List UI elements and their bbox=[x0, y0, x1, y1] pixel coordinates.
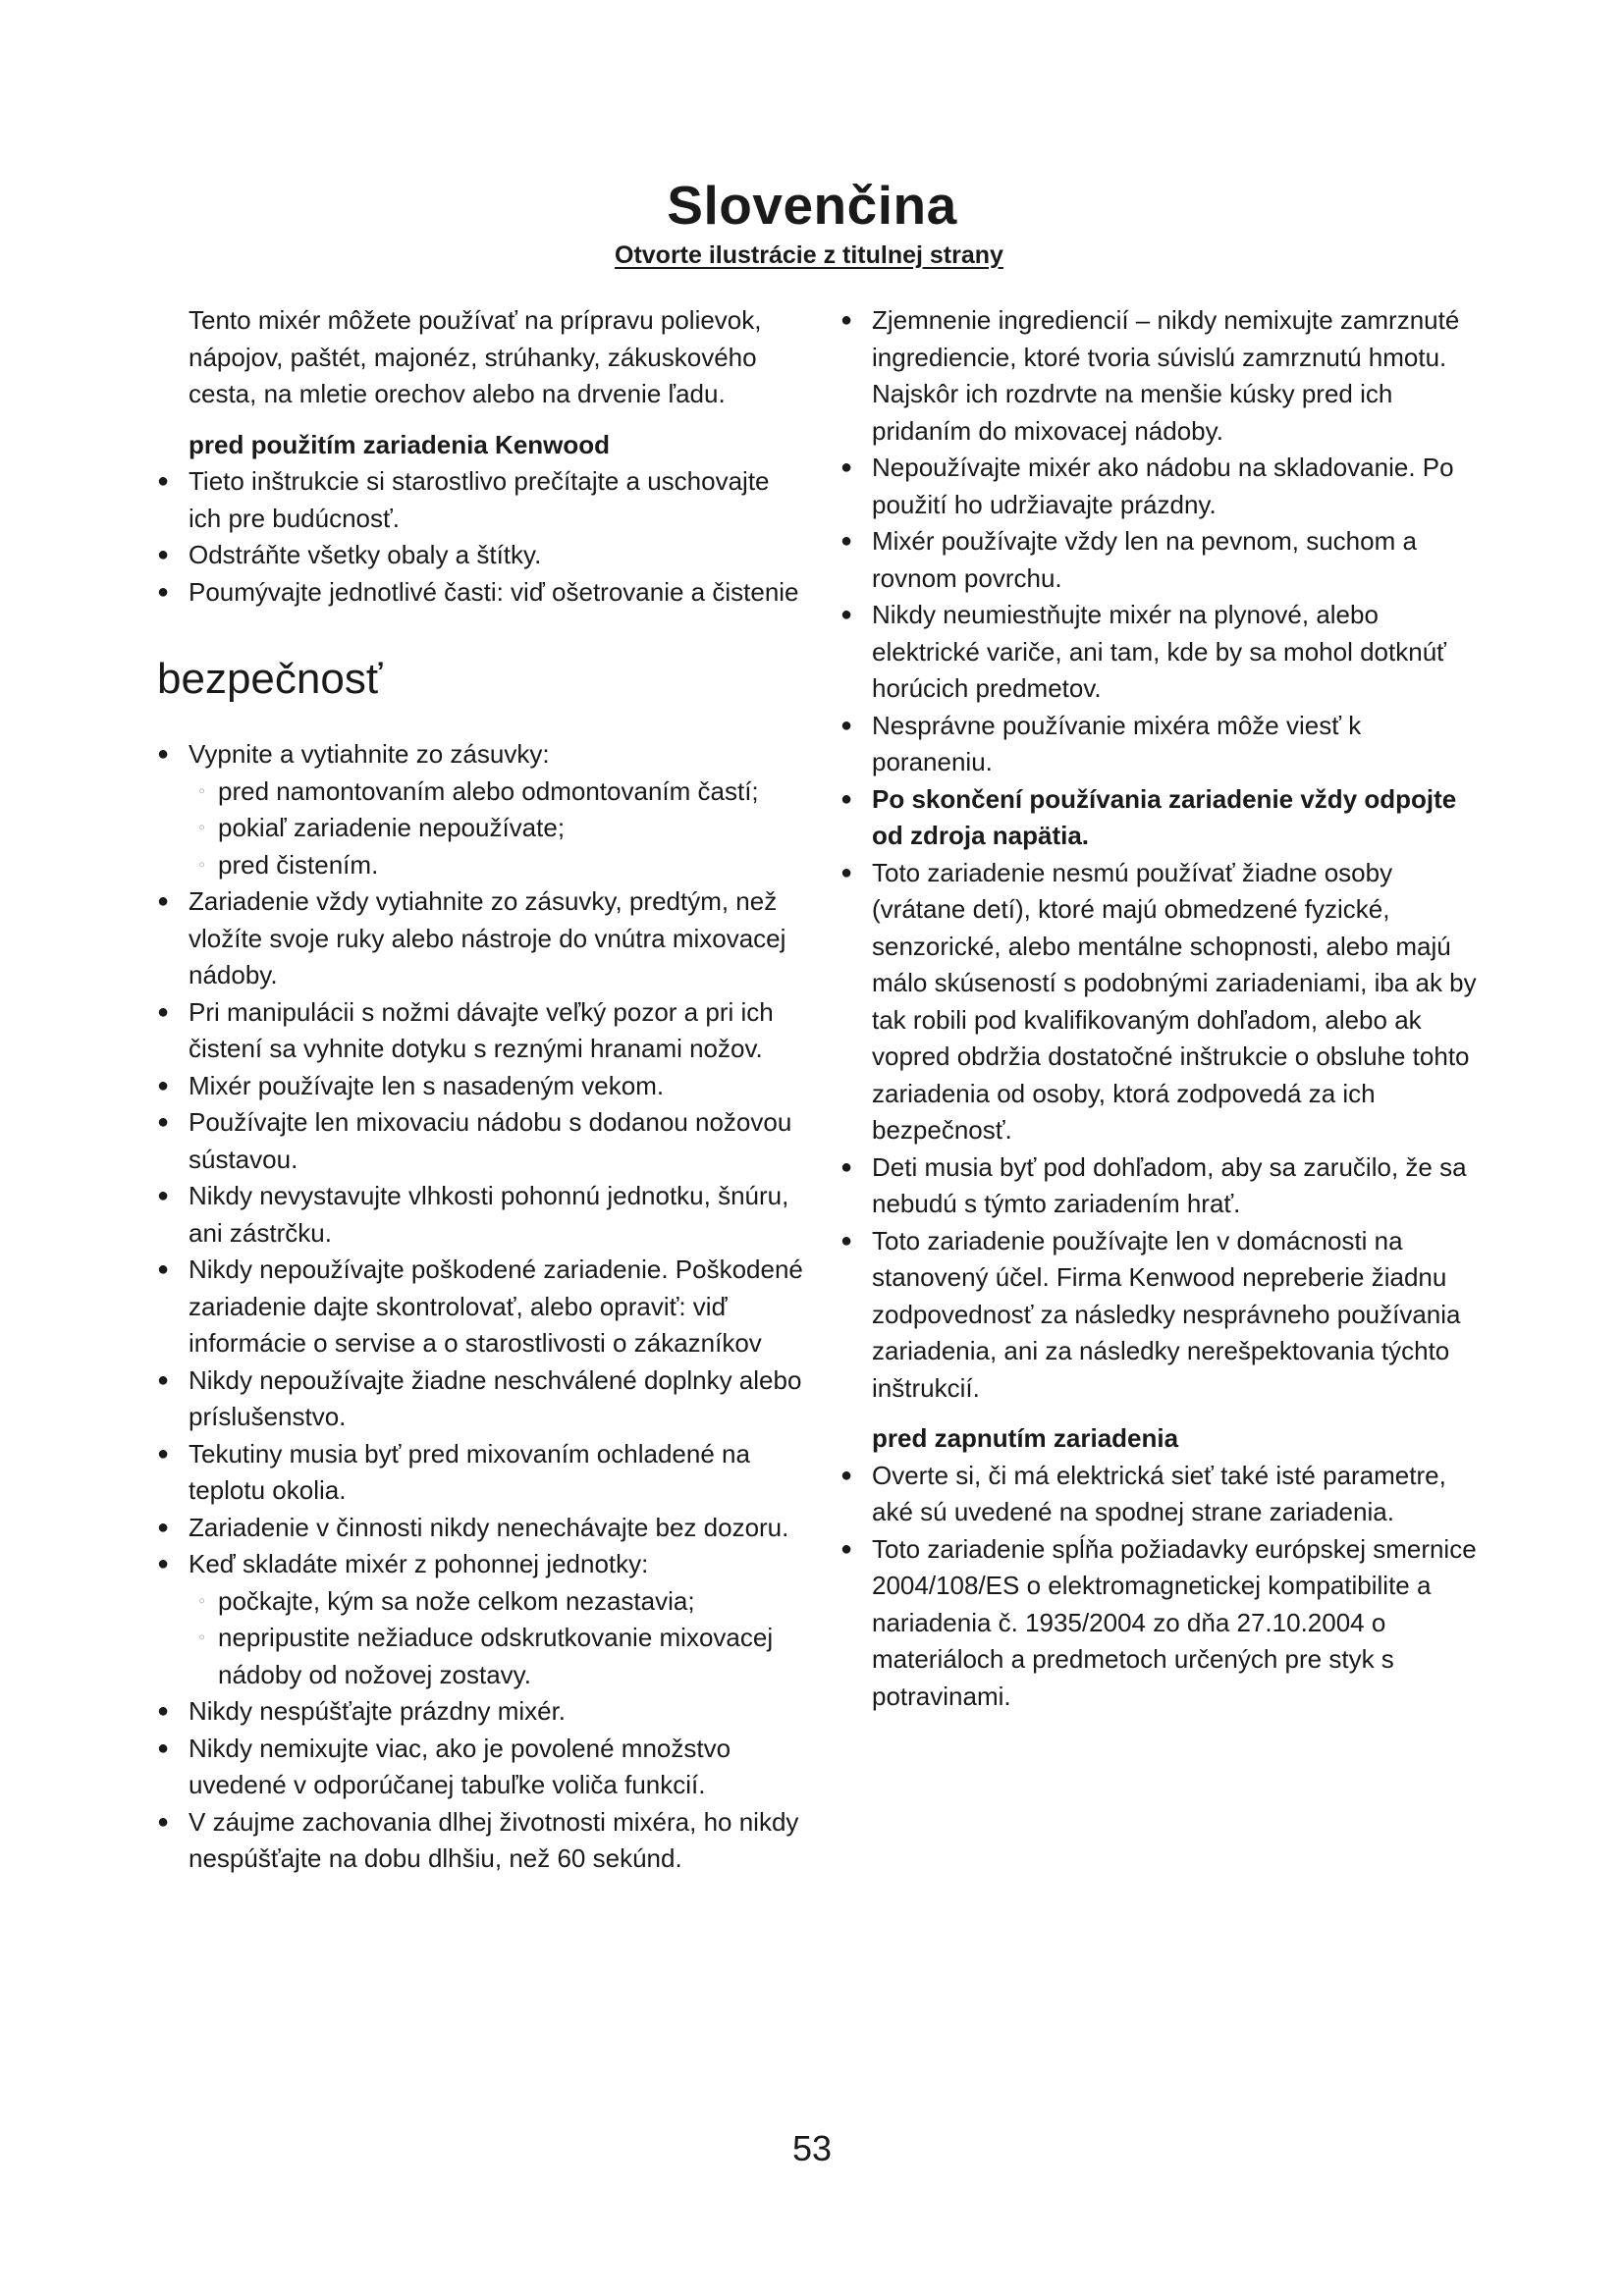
sub-list-item: ◦ pred čistením. bbox=[189, 847, 805, 884]
list-item: ● Pri manipulácii s nožmi dávajte veľký pozor a pri ich čistení sa vyhnite dotyku s reznými hranami nožov. bbox=[157, 994, 805, 1068]
before-switch-on-heading: pred zapnutím zariadenia bbox=[872, 1423, 1179, 1453]
list-item: ● Poumývajte jednotlivé časti: viď ošetrovanie a čistenie bbox=[157, 574, 805, 612]
list-item: ● Nikdy neumiestňujte mixér na plynové, alebo elektrické variče, ani tam, kde by sa mohol dotknúť horúcich predmetov. bbox=[840, 597, 1489, 708]
before-use-list bbox=[157, 463, 805, 611]
list-item: ● Zjemnenie ingrediencií – nikdy nemixujte zamrznuté ingrediencie, ktoré tvoria súvislú zamrznutú hmotu. Najskôr ich rozdrvte na menšie kúsky pred ich pridaním do mixovacej nádoby. bbox=[840, 302, 1489, 450]
list-item bbox=[157, 1546, 805, 1693]
list-item: ● Nikdy nepoužívajte poškodené zariadenie. Poškodené zariadenie dajte skontrolovať, alebo opraviť: viď informácie o servise a o starostlivosti o zákazníkov bbox=[157, 1252, 805, 1362]
sub-list bbox=[189, 774, 805, 884]
list-item: ● Overte si, či má elektrická sieť také isté parametre, aké sú uvedené na spodnej strane zariadenia. bbox=[840, 1458, 1489, 1531]
sub-list-item: ◦ pokiaľ zariadenie nepoužívate; bbox=[189, 810, 805, 847]
list-item: ● V záujme zachovania dlhej životnosti mixéra, ho nikdy nespúšťajte na dobu dlhšiu, než 60 sekúnd. bbox=[157, 1804, 805, 1878]
list-item: ● Zariadenie v činnosti nikdy nenechávajte bez dozoru. bbox=[157, 1510, 805, 1547]
list-item: ● Odstráňte všetky obaly a štítky. bbox=[157, 537, 805, 574]
left-column bbox=[157, 302, 805, 1878]
list-item: ● Nikdy nevystavujte vlhkosti pohonnú jednotku, šnúru, ani zástrčku. bbox=[157, 1178, 805, 1252]
right-column bbox=[840, 302, 1489, 1715]
list-item: ● Toto zariadenie spĺňa požiadavky európskej smernice 2004/108/ES o elektromagnetickej kompatibilite a nariadenia č. 1935/2004 zo dňa 27.10.2004 o materiáloch a predmetoch určených pre styk s potravinami. bbox=[840, 1531, 1489, 1716]
list-item: ● Toto zariadenie používajte len v domácnosti na stanovený účel. Firma Kenwood nepreberie žiadnu zodpovednosť za následky nesprávneho používania zariadenia, ani za následky nerešpektovania týchto inštrukcií. bbox=[840, 1223, 1489, 1408]
list-item: ● Nesprávne používanie mixéra môže viesť k poraneniu. bbox=[840, 708, 1489, 781]
list-item: ● Mixér používajte vždy len na pevnom, suchom a rovnom povrchu. bbox=[840, 523, 1489, 597]
before-use-heading: pred použitím zariadenia Kenwood bbox=[189, 429, 611, 459]
page-number: 53 bbox=[791, 2128, 833, 2168]
list-item-emphasized: ● Po skončení používania zariadenie vždy odpojte od zdroja napätia. bbox=[840, 781, 1489, 855]
list-item: ● Tekutiny musia byť pred mixovaním ochladené na teplotu okolia. bbox=[157, 1436, 805, 1510]
list-item: ● Mixér používajte len s nasadeným vekom. bbox=[157, 1068, 805, 1105]
list-item: ● Zariadenie vždy vytiahnite zo zásuvky, predtým, než vložíte svoje ruky alebo nástroje do vnútra mixovacej nádoby. bbox=[157, 883, 805, 994]
list-item: ● Nikdy nespúšťajte prázdny mixér. bbox=[157, 1693, 805, 1731]
list-item: ● Nepoužívajte mixér ako nádobu na skladovanie. Po použití ho udržiavajte prázdny. bbox=[840, 450, 1489, 523]
sub-list bbox=[189, 1583, 805, 1694]
sub-list-item: ◦ počkajte, kým sa nože celkom nezastavia; bbox=[189, 1583, 805, 1621]
before-switch-on-list bbox=[840, 1458, 1489, 1716]
list-item: ● Nikdy nepoužívajte žiadne neschválené doplnky alebo príslušenstvo. bbox=[157, 1362, 805, 1436]
safety-list-continued bbox=[840, 302, 1489, 1407]
list-item: ● Nikdy nemixujte viac, ako je povolené množstvo uvedené v odporúčanej tabuľke voliča funkcií. bbox=[157, 1731, 805, 1804]
sub-list-item: ◦ nepripustite nežiaduce odskrutkovanie mixovacej nádoby od nožovej zostavy. bbox=[189, 1620, 805, 1693]
list-item-text: Vypnite a vytiahnite zo zásuvky: bbox=[189, 739, 550, 769]
sub-list-item: ◦ pred namontovaním alebo odmontovaním častí; bbox=[189, 774, 805, 811]
list-item: ● Toto zariadenie nesmú používať žiadne osoby (vrátane detí), ktoré majú obmedzené fyzické, senzorické, alebo mentálne schopnosti, alebo majú málo skúseností s podobnými zariadeniami, iba ak by tak robili pod kvalifikovaným dohľadom, alebo ak vopred obdržia dostatočné inštrukcie o obsluhe tohto zariadenia od osoby, ktorá zodpovedá za ich bezpečnosť. bbox=[840, 855, 1489, 1149]
list-item-text: Keď skladáte mixér z pohonnej jednotky: bbox=[189, 1549, 649, 1578]
list-item bbox=[157, 736, 805, 883]
illustrations-note: Otvorte ilustrácie z titulnej strany bbox=[615, 241, 1003, 269]
list-item: ● Tieto inštrukcie si starostlivo prečítajte a uschovajte ich pre budúcnosť. bbox=[157, 463, 805, 537]
page-title: Slovenčina bbox=[667, 174, 957, 236]
safety-heading: bezpečnosť bbox=[157, 655, 383, 703]
safety-list bbox=[157, 736, 805, 1878]
intro-paragraph: Tento mixér môžete používať na prípravu polievok, nápojov, paštét, majonéz, strúhanky, zákuskového cesta, na mletie orechov alebo na drvenie ľadu. bbox=[189, 305, 762, 408]
list-item: ● Používajte len mixovaciu nádobu s dodanou nožovou sústavou. bbox=[157, 1104, 805, 1178]
list-item: ● Deti musia byť pod dohľadom, aby sa zaručilo, že sa nebudú s týmto zariadením hrať. bbox=[840, 1149, 1489, 1223]
